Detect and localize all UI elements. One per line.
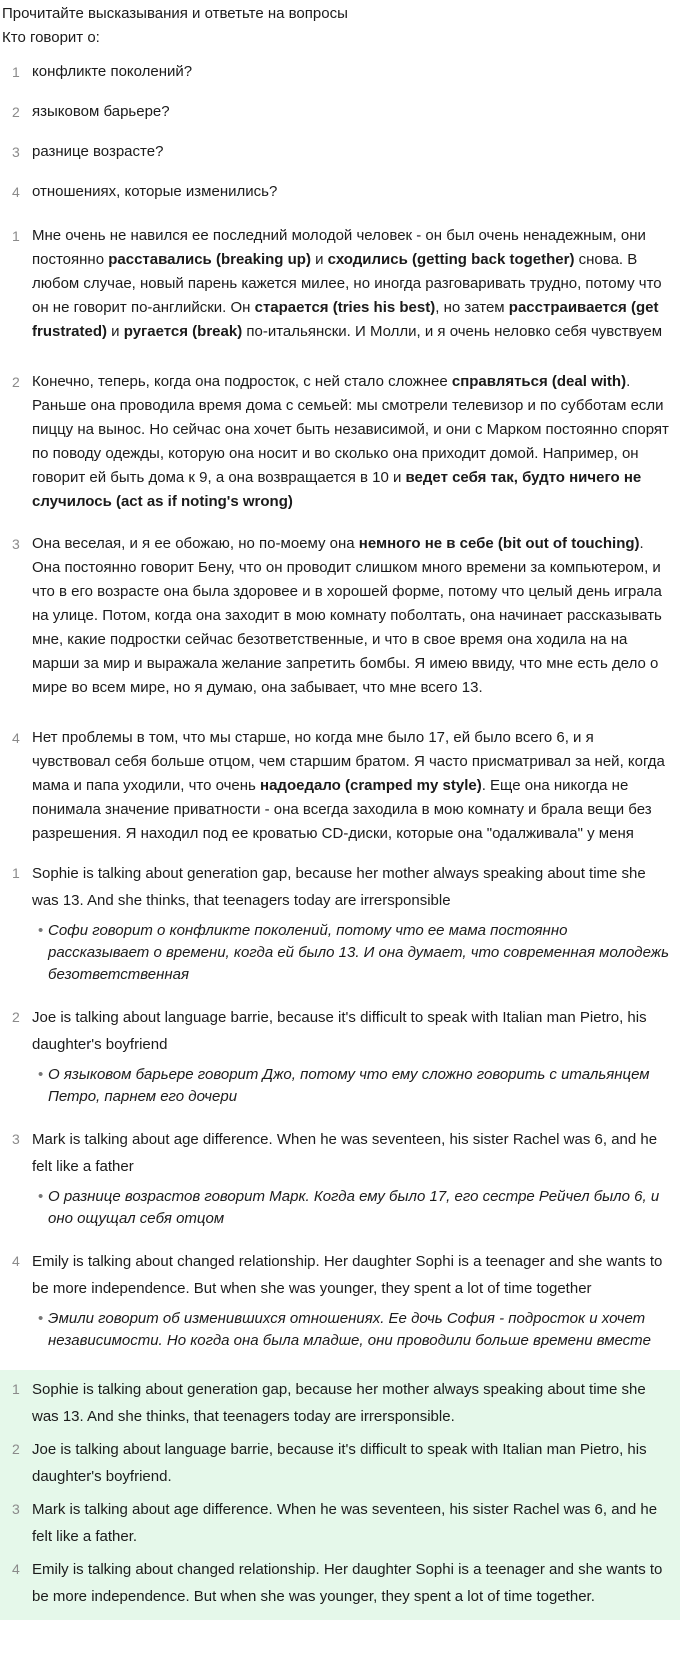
question-text: конфликте поколений? [32, 63, 193, 80]
text-segment: и [310, 251, 328, 268]
key-phrase: немного не в себе (bit out of touching) [358, 535, 640, 552]
text-segment: и [107, 323, 124, 340]
question-text: языковом барьере? [32, 103, 170, 120]
answer-text: Mark is talking about age difference. When he was seventeen, his sister Rachel was 6, and he felt like a father. [32, 1501, 658, 1545]
answer-number: 3 [12, 1131, 20, 1147]
answer-translation: • Эмили говорит об изменившихся отношениях. Ее дочь София - подросток и хочет независимости. Но когда она была младше, они проводили больше времени вместе [38, 1308, 670, 1352]
final-answer [0, 1556, 680, 1610]
text-segment: по-итальянски. И Молли, и я очень неловко себя чувствуем [242, 323, 663, 340]
answer [0, 860, 680, 914]
text-segment: Нет проблемы в том, что мы старше, но когда мне было 17, ей было всего 6, и я чувствовал себя больше отцом, чем старшим братом. Я часто присматривал за ней, когда мама и папа уходили, что очень [32, 729, 665, 794]
answer-text: Sophie is talking about generation gap, because her mother always speaking about time she was 13. And she thinks, that teenagers today are irrersponsible. [32, 1381, 646, 1425]
answer-number: 2 [12, 1441, 20, 1457]
text-segment: Мне очень не навился ее последний молодой человек - он был очень ненадежным, они постоянно [32, 227, 646, 268]
text-segment: . Она постоянно говорит Бену, что он проводит слишком много времени за компьютером, и что в его возрасте она была здоровее и в хорошей форме, потому что целый день играла на улице. Потом, когда она заходит в мою комнату поболтать, она начинает рассказывать мне, какие подростки сейчас безответственные, и что в свое время она ходила на на марши за мир и выражала желание запретить бомбы. Я имею ввиду, что мне есть дело о мире во всем мире, но я думаю, она забывает, что мне всего 13. [32, 535, 662, 696]
question [0, 182, 680, 202]
statement-number: 3 [12, 536, 20, 552]
key-phrase: старается (tries his best) [254, 299, 436, 316]
question [0, 142, 680, 162]
answer-number: 1 [12, 1381, 20, 1397]
answer-number: 1 [12, 865, 20, 881]
question-number: 2 [12, 104, 20, 120]
text-segment: снова. В любом случае, новый парень кажется милее, но иногда разговаривать трудно, потому что он не говорит по-английски. Он [32, 251, 662, 316]
answer-number: 4 [12, 1253, 20, 1269]
page-title: Прочитайте высказывания и ответьте на вопросы [2, 5, 348, 22]
question-number: 4 [12, 184, 20, 200]
answer [0, 1004, 680, 1058]
statement-text [32, 535, 662, 696]
question-text: отношениях, которые изменились? [32, 183, 278, 200]
text-segment: , но затем [435, 299, 509, 316]
final-answer [0, 1376, 680, 1430]
answer-text: Emily is talking about changed relationship. Her daughter Sophi is a teenager and she wants to be more independence. But when she was younger, they spent a lot of time together [32, 1253, 663, 1297]
key-phrase: ругается (break) [123, 323, 243, 340]
subtitle: Кто говорит о: [2, 29, 100, 46]
key-phrase: надоедало (cramped my style) [260, 777, 482, 794]
key-phrase: сходились (getting back together) [327, 251, 575, 268]
answer-number: 4 [12, 1561, 20, 1577]
final-answers-panel [0, 1370, 680, 1620]
answer-translation: • О разнице возрастов говорит Марк. Когда ему было 17, его сестре Рейчел было 6, и оно ощущал себя отцом [38, 1186, 670, 1230]
statement [0, 224, 680, 344]
answer-text: Joe is talking about language barrie, because it's difficult to speak with Italian man Pietro, his daughter's boyfriend. [32, 1441, 647, 1485]
final-answer [0, 1496, 680, 1550]
key-phrase: расставались (breaking up) [108, 251, 311, 268]
text-segment: . Еще она никогда не понимала значение приватности - она всегда заходила в мою комнату и брала вещи без разрешения. Я находил под ее кроватью CD-диски, которые она "одалживала" у меня [32, 777, 652, 842]
text-segment: Конечно, теперь, когда она подросток, с ней стало сложнее [32, 373, 452, 390]
answer-text: Emily is talking about changed relationship. Her daughter Sophi is a teenager and she wants to be more independence. But when she was younger, they spent a lot of time together. [32, 1561, 663, 1605]
key-phrase: расстраивается (get frustrated) [32, 299, 659, 340]
question [0, 102, 680, 122]
answer [0, 1126, 680, 1180]
statement [0, 532, 680, 700]
question [0, 62, 680, 82]
text-segment: Она веселая, и я ее обожаю, но по-моему она [32, 535, 359, 552]
answer-text: Mark is talking about age difference. When he was seventeen, his sister Rachel was 6, and he felt like a father [32, 1131, 658, 1175]
statement-text [32, 227, 662, 340]
answer-translation: • Софи говорит о конфликте поколений, потому что ее мама постоянно рассказывает о времени, когда ей было 13. И она думает, что современная молодежь безответственная [38, 920, 670, 986]
statement-number: 4 [12, 730, 20, 746]
statement [0, 726, 680, 846]
statement-text [32, 373, 669, 510]
text-segment: . Раньше она проводила время дома с семьей: мы смотрели телевизор и по субботам если пиццу на вынос. Но сейчас она хочет быть независимой, и они с Марком постоянно спорят по поводу одежды, которую она носит и во сколько она приходит домой. Например, он говорит ей быть дома к 9, а она возвращается в 10 и [32, 373, 669, 486]
answer-text: Joe is talking about language barrie, because it's difficult to speak with Italian man Pietro, his daughter's boyfriend [32, 1009, 647, 1053]
answer-number: 3 [12, 1501, 20, 1517]
answer [0, 1248, 680, 1302]
question-number: 3 [12, 144, 20, 160]
answer-number: 2 [12, 1009, 20, 1025]
statement-number: 2 [12, 374, 20, 390]
statement [0, 370, 680, 514]
key-phrase: справляться (deal with) [451, 373, 627, 390]
answer-translation: • О языковом барьере говорит Джо, потому что ему сложно говорить с итальянцем Петро, парнем его дочери [38, 1064, 670, 1108]
key-phrase: ведет себя так, будто ничего не случилось (act as if noting's wrong) [32, 469, 642, 510]
statement-number: 1 [12, 228, 20, 244]
final-answer [0, 1436, 680, 1490]
question-number: 1 [12, 64, 20, 80]
statement-text [32, 729, 665, 842]
answer-text: Sophie is talking about generation gap, because her mother always speaking about time she was 13. And she thinks, that teenagers today are irrersponsible [32, 865, 646, 909]
question-text: разнице возрасте? [32, 143, 164, 160]
